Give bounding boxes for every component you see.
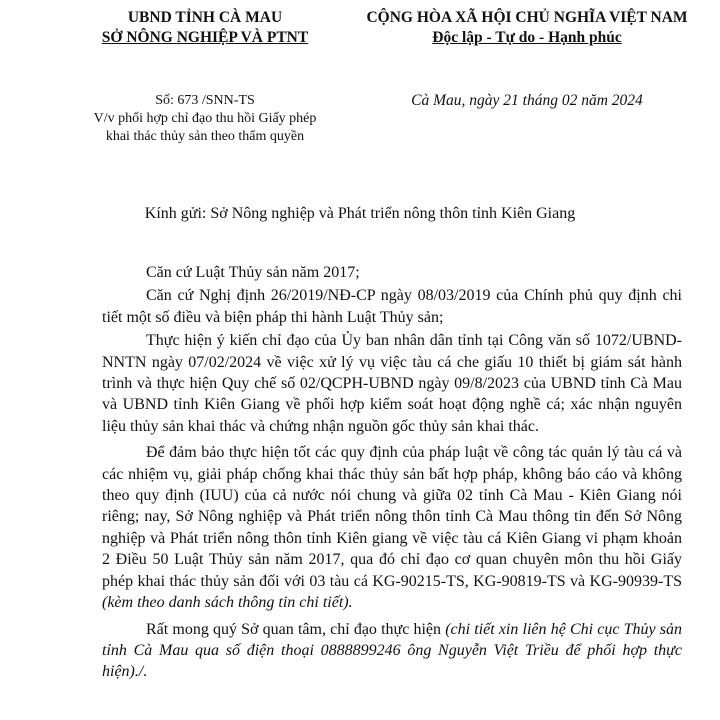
- document-subject: [70, 110, 340, 146]
- nation-motto: Độc lập - Tự do - Hạnh phúc: [432, 29, 622, 46]
- closing-contact-note: (chi tiết xin liên hệ Chi cục Thủy sản tỉnh Cà Mau qua số điện thoại 0888899246 ông Nguyễn Việt Triều để phối hợp thực hiện)./.: [102, 620, 683, 681]
- request-attachment-note: (kèm theo danh sách thông tin chi tiết).: [102, 594, 353, 612]
- subject-line-2: khai thác thủy sản theo thẩm quyền: [105, 129, 305, 144]
- place-and-date: Cà Mau, ngày 21 tháng 02 năm 2024: [411, 92, 643, 109]
- paragraph-legal-basis-2: Căn cứ Nghị định 26/2019/NĐ-CP ngày 08/03/2019 của Chính phủ quy định chi tiết một số điều và biện pháp thi hành Luật Thủy sản;: [102, 287, 682, 326]
- subject-line-1: V/v phối hợp chỉ đạo thu hồi Giấy phép: [93, 111, 317, 126]
- document-number: Số: 673 /SNN-TS: [155, 93, 255, 108]
- agency-province: UBND TỈNH CÀ MAU: [127, 9, 283, 26]
- agency-department: [70, 28, 340, 48]
- agency-department-part-c: VÀ PTNT: [237, 29, 309, 46]
- paragraph-implementation: Thực hiện ý kiến chỉ đạo của Ủy ban nhân dân tỉnh tại Công văn số 1072/UBND-NNTN ngày 07/02/2024 về việc xử lý vụ việc tàu cá che giấu 10 thiết bị giám sát hành trình và thực hiện Quy chế số 02/QCPH-UBND ngày 09/8/2023 của UBND tỉnh Cà Mau và UBND tỉnh Kiên Giang về phối hợp kiểm soát hoạt động nghề cá; xác nhận nguyên liệu thủy sản khai thác và chứng nhận nguồn gốc thủy sản khai thác.: [102, 332, 682, 435]
- national-motto-header: [352, 8, 702, 48]
- paragraph-legal-basis-1: Căn cứ Luật Thủy sản năm 2017;: [146, 264, 360, 281]
- paragraph-request: [102, 442, 682, 613]
- agency-department-part-b: NGHIỆP: [176, 29, 238, 46]
- request-text: Để đảm bảo thực hiện tốt các quy định của pháp luật về công tác quản lý tàu cá và các nhiệm vụ, giải pháp chống khai thác thủy sản bất hợp pháp, không báo cáo và không theo quy định (IUU) của cả nước nói chung và giữa 02 tỉnh Cà Mau - Kiên Giang nói riêng; nay, Sở Nông nghiệp và Phát triển nông thôn tỉnh Cà Mau thông tin đến Sở Nông nghiệp và Phát triển nông thôn tỉnh Kiên giang về việc tàu cá Kiên Giang vi phạm khoản 2 Điều 50 Luật Thủy sản năm 2017, qua đó chỉ đạo cơ quan chuyên môn thu hồi Giấy phép khai thác thủy sản đối với 03 tàu cá KG-90215-TS, KG-90819-TS và KG-90939-TS: [102, 444, 682, 590]
- issuing-agency-header: [70, 8, 340, 48]
- closing-text: Rất mong quý Sở quan tâm, chỉ đạo thực hiện: [146, 620, 446, 638]
- paragraph-closing: [102, 619, 682, 683]
- recipient-line: Kính gửi: Sở Nông nghiệp và Phát triển nông thôn tỉnh Kiên Giang: [144, 205, 576, 222]
- agency-department-part-a: SỞ NÔNG: [101, 29, 177, 46]
- nation-name: CỘNG HÒA XÃ HỘI CHỦ NGHĨA VIỆT NAM: [366, 9, 688, 26]
- letter-body: [102, 262, 682, 688]
